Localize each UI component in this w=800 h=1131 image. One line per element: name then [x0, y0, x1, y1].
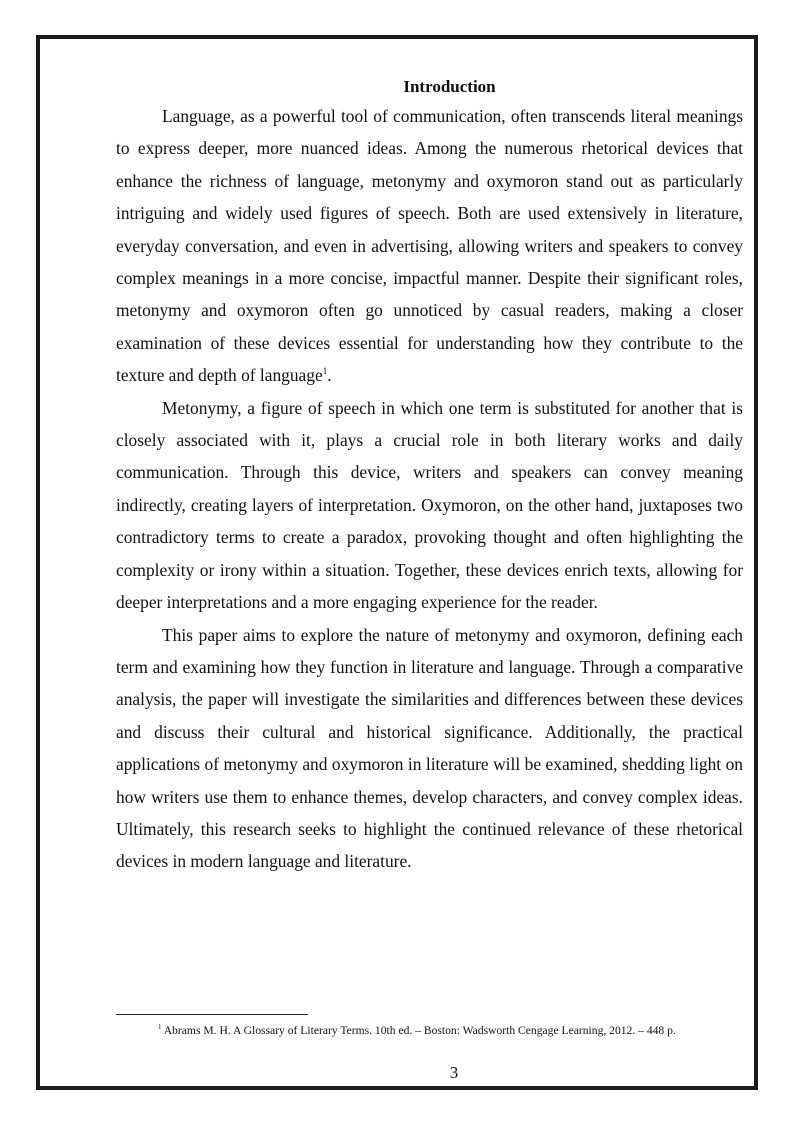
- paragraph-2: Metonymy, a figure of speech in which one term is substituted for another that is closely associated with it, plays a crucial role in both literary works and daily communication. Through this device, writers and speakers can convey meaning indirectly, creating layers of interpretation. Oxymoron, on the other hand, juxtaposes two contradictory terms to create a paradox, provoking thought and often highlighting the complexity or irony within a situation. Together, these devices enrich texts, allowing for deeper interpretations and a more engaging experience for the reader.: [116, 397, 743, 613]
- footnote: [116, 1021, 743, 1040]
- page-number: 3: [449, 1063, 459, 1082]
- paragraph-1-text: Language, as a powerful tool of communication, often transcends literal meanings to express deeper, more nuanced ideas. Among the numerous rhetorical devices that enhance the richness of language, metonymy and oxymoron stand out as particularly intriguing and widely used figures of speech. Both are used extensively in literature, everyday conversation, and even in advertising, allowing writers and speakers to convey complex meanings in a more concise, impactful manner. Despite their significant roles, metonymy and oxymoron often go unnoticed by casual readers, making a closer examination of these devices essential for understanding how they contribute to the texture and depth of language: [116, 106, 743, 386]
- footnote-separator: [116, 1014, 308, 1015]
- footnote-reference[interactable]: 1: [322, 366, 328, 377]
- paragraph-3: This paper aims to explore the nature of metonymy and oxymoron, defining each term and examining how they function in literature and language. Through a comparative analysis, the paper will investigate the similarities and differences between these devices and discuss their cultural and historical significance. Additionally, the practical applications of metonymy and oxymoron in literature will be examined, shedding light on how writers use them to enhance themes, develop characters, and convey complex ideas. Ultimately, this research seeks to highlight the continued relevance of these rhetorical devices in modern language and literature.: [116, 624, 743, 872]
- paragraph-1: [116, 100, 743, 392]
- paragraph-1-end: .: [327, 365, 332, 386]
- footnote-marker: 1: [158, 1023, 162, 1032]
- footnote-text: Abrams M. H. A Glossary of Literary Terms. 10th ed. – Boston: Wadsworth Cengage Learning, 2012. – 448 p.: [161, 1024, 676, 1037]
- section-heading: Introduction: [403, 77, 496, 96]
- page-body: [116, 74, 743, 878]
